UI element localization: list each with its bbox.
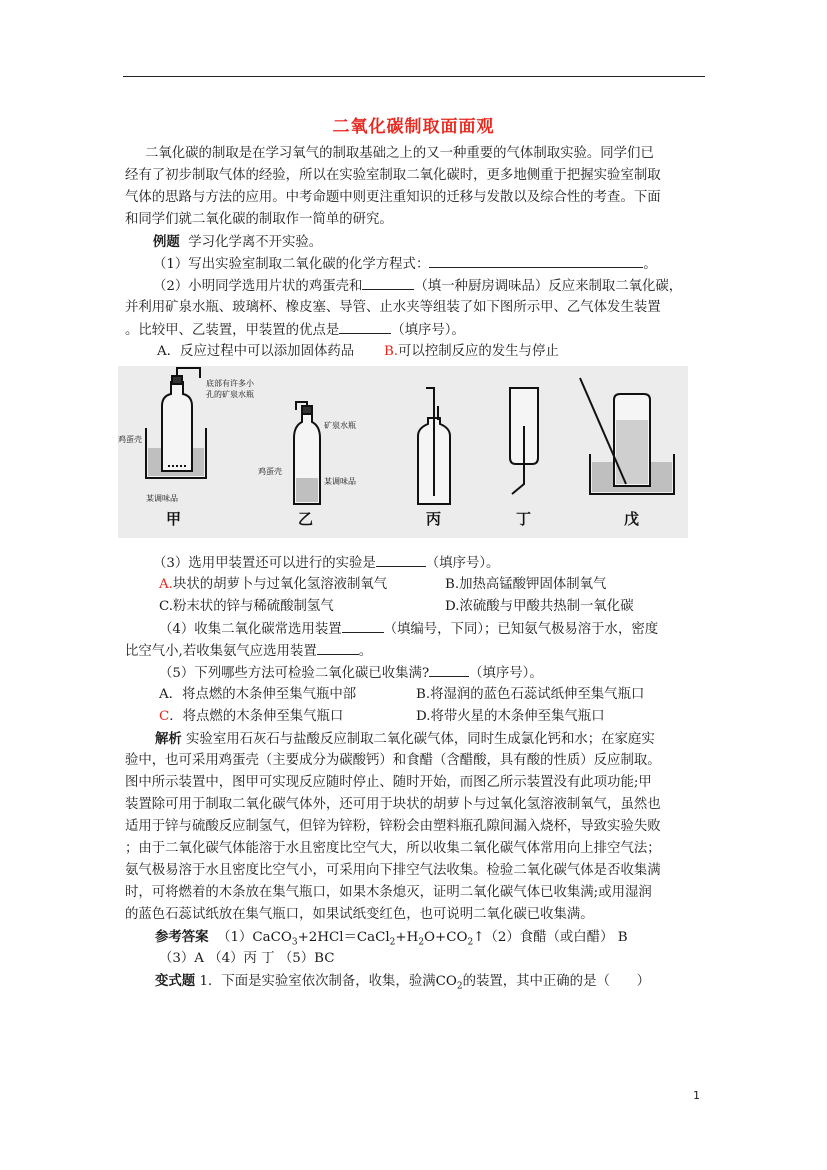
q4-blank-1[interactable] [342,619,384,633]
intro-line-3: 气体的思路与方法的应用。中考命题中则更注重知识的迁移与发散以及综合性的考查。下面 [125,190,661,205]
q1-end: 。 [643,257,657,272]
q5-options-row-2 [159,707,744,727]
yi-liquid [296,478,318,502]
analysis-line-6: ；由于二氧化碳气体能溶于水且密度比空气大，所以收集二氧化碳气体常用向上排空气法； [125,841,661,856]
answer-part-3: +H [395,930,419,945]
figure-label-bing: 丙 [426,510,442,528]
q1-blank[interactable] [429,254,643,268]
answer-line-2: （3）A （4）丙 丁 （5）BC [159,951,335,966]
analysis-line-1 [155,729,740,750]
variant-text-a: 1．下面是实验室依次制备，收集，验满CO [199,974,457,989]
analysis-line-5: 适用于锌与硫酸反应制氢气，但锌为锌粉，锌粉会由塑料瓶孔隙间漏入烧杯，导致实验失败 [125,819,661,834]
q2-text-b: （填一种厨房调味品）反应来制取二氧化碳， [414,279,683,294]
yi-stopper [302,406,312,414]
answer-sub-1: 3 [291,937,298,948]
analysis-line-2: 验中，也可采用鸡蛋壳（主要成分为碳酸钙）和食醋（含醋酸，具有酸的性质）反应制取。 [125,753,661,768]
q3-blank[interactable] [376,553,426,567]
q3-option-a: 块状的胡萝卜与过氧化氢溶液制氧气 [172,577,388,592]
q5-option-b: B.将湿润的蓝色石蕊试纸伸至集气瓶口 [416,687,645,702]
answer-sub-3: 2 [418,937,425,948]
q3-stem-b: （填序号）。 [425,556,500,571]
q5-option-c: ．将点燃的木条伸至集气瓶口 [169,709,344,724]
page-title: 二氧化碳制取面面观 [332,117,495,137]
q3-options-row-2 [159,597,744,617]
q4-text-b: （填编号，下同）；已知氨气极易溶于水，密度 [383,622,659,637]
q5-text-a: （5）下列哪些方法可检验二氧化碳已收集满? [159,666,430,681]
question-3 [153,553,738,574]
header-rule [123,76,705,77]
analysis-line-9: 的蓝色石蕊试纸放在集气瓶口，如果试纸变红色，也可说明二氧化碳已收集满。 [125,907,594,922]
figure-label-yi: 乙 [298,510,314,528]
analysis-line-7: 氨气极易溶于水且密度比空气小，可采用向下排空气法收集。检验二氧化碳气体是否收集满 [125,863,661,878]
jia-annotation-1: 底部有许多小 [206,379,254,388]
intro-line-2: 经有了初步制取气体的经验，所以在实验室制取二氧化碳时，更多地侧重于把握实验室制取 [125,168,661,183]
figure-label-jia: 甲 [166,510,182,528]
yi-annotation-1: 矿泉水瓶 [324,421,356,430]
figure-label-ding: 丁 [516,510,532,528]
question-2-line-1 [153,276,738,297]
yi-annotation-2: 鸡蛋壳 [258,467,282,476]
jia-bottle [162,382,192,471]
q4-text-d: 。 [358,644,373,659]
intro-line-1: 二氧化碳的制取是在学习氧气的制取基础之上的又一种重要的气体制取实验。同学们已 [145,146,654,161]
q2-option-b: 可以控制反应的发生与停止 [398,344,559,359]
question-2-options [157,342,742,362]
question-4-line-2 [125,641,710,662]
question-4-line-1 [159,619,744,640]
question-2-line-2: 并利用矿泉水瓶、玻璃杯、橡皮塞、导管、止水夹等组装了如下图所示甲、乙气体发生装置 [125,300,661,315]
q5-option-c-letter: C [159,709,170,724]
q3-option-b: B.加热高锰酸钾固体制氧气 [445,577,607,592]
question-2-line-3 [125,320,710,341]
jia-annotation-3: 鸡蛋壳 [118,435,142,444]
analysis-line-4: 装置除可用于制取二氧化碳气体外，还可用于块状的胡萝卜与过氧化氢溶液制氧气，虽然也 [125,797,661,812]
q4-blank-2[interactable] [317,641,359,655]
jia-annotation-2: 孔的矿泉水瓶 [206,390,254,399]
jia-stopper [172,376,182,384]
question-1 [153,254,738,275]
analysis-text-1: 实验室用石灰石与盐酸反应制取二氧化碳气体，同时生成氯化钙和水；在家庭实 [186,732,655,747]
q3-options-row-1 [159,575,744,595]
example-label: 例题 [153,234,180,250]
q5-option-a: A．将点燃的木条伸至集气瓶中部 [159,687,357,702]
q4-text-c: 比空气小,若收集氨气应选用装置 [125,644,317,659]
page-number: 1 [693,1089,700,1102]
q2-option-a: A．反应过程中可以添加固体药品 [157,344,355,359]
figure-label-wu: 戊 [624,510,640,528]
analysis-label: 解析 [155,731,182,747]
q5-options-row-1 [159,685,744,705]
jia-annotation-4: 某调味品 [146,494,178,503]
question-5 [159,663,744,684]
example-heading [153,232,738,253]
q5-text-b: （填序号）。 [469,666,543,681]
q2-text-e: （填序号）。 [391,323,465,338]
analysis-line-3: 图中所示装置中，图甲可实现反应随时停止、随时开始，而图乙所示装置没有此项功能;甲 [125,775,652,790]
q1-text: （1）写出实验室制取二氧化碳的化学方程式： [153,257,430,272]
q2-text-a: （2）小明同学选用片状的鸡蛋壳和 [153,279,363,294]
answer-part-1: （1）CaCO [217,930,292,945]
analysis-line-8: 时，可将燃着的木条放在集气瓶口，如果木条熄灭，证明二氧化碳气体已收集满;或用湿润 [125,885,652,900]
variant-text-b: 的装置，其中正确的是（ ） [462,974,651,989]
variant-label: 变式题 [155,973,196,989]
q2-blank-2[interactable] [339,320,391,334]
answer-sub-4: 2 [467,937,474,948]
q3-option-c: C.粉末状的锌与稀硫酸制氢气 [159,599,334,614]
answer-part-5: ↑（2）食醋（或白醋） B [473,930,628,945]
intro-line-4: 和同学们就二氧化碳的制取作一简单的研究。 [125,212,393,227]
variant-question [155,971,740,997]
q5-option-d: D.将带火星的木条伸至集气瓶口 [416,709,605,724]
q4-text-a: （4）收集二氧化碳常选用装置 [159,622,342,637]
variant-sub: 2 [456,981,463,992]
answer-part-2: +2HCl＝CaCl [297,930,390,945]
answer-label: 参考答案 [155,929,209,945]
answer-sub-2: 2 [389,937,396,948]
q3-option-a-letter: A. [159,577,173,592]
q3-stem-a: （3）选用甲装置还可以进行的实验是 [153,556,376,571]
q3-option-d: D.浓硫酸与甲酸共热制一氧化碳 [445,599,634,614]
q2-blank-1[interactable] [362,276,414,290]
q5-blank[interactable] [429,663,469,677]
example-text: 学习化学离不开实验。 [188,235,323,250]
q2-option-b-letter: B. [383,344,399,359]
yi-annotation-3: 某调味品 [324,477,356,486]
apparatus-figure [118,366,688,538]
answer-part-4: O+CO [424,930,468,945]
q2-text-d: 。比较甲、乙装置，甲装置的优点是 [125,323,340,338]
